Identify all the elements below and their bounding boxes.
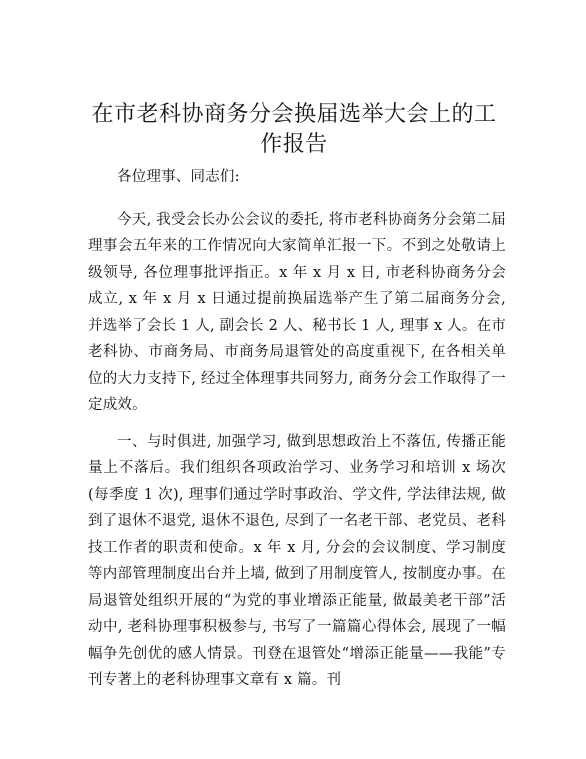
document-body [88, 164, 506, 704]
paragraph-1: 今天, 我受会长办公会议的委托, 将市老科协商务分会第二届理事会五年来的工作情况向大家简单汇报一下。不到之处敬请上级领导, 各位理事批评指正。x 年 x 月 x 日, 市老科协商务分会成立, x 年 x 月 x 日通过提前换届选举产生了第二届商务分会, 并选举了会长 1 人, 副会长 2 人、秘书长 1 人, 理事 x 人。在市老科协、市商务局、市商务局退管处的高度重视下, 在各相关单位的大力支持下, 经过全体理事共同努力, 商务分会工作取得了一定成效。 [88, 211, 506, 413]
document-title: 在市老科协商务分会换届选举大会上的工作报告 [91, 102, 497, 157]
salutation: 各位理事、同志们: [117, 169, 240, 185]
paragraph-2: 一、与时俱进, 加强学习, 做到思想政治上不落伍, 传播正能量上不落后。我们组织各项政治学习、业务学习和培训 x 场次(每季度 1 次), 理事们通过学时事政治、学文件, 学法律法规, 做到了退休不退党, 退休不退色, 尽到了一名老干部、老党员、老科技工作者的职责和使命。x 年 x 月, 分会的会议制度、学习制度等内部管理制度出台并上墙, 做到了用制度管人, 按制度办事。在局退管处组织开展的“为党的事业增添正能量, 做最美老干部”活动中, 老科协理事积极参与, 书写了一篇篇心得体会, 展现了一幅幅争先创优的感人情景。刊登在退管处“增添正能量——我能”专刊专著上的老科协理事文章有 x 篇。刊 [88, 433, 506, 688]
